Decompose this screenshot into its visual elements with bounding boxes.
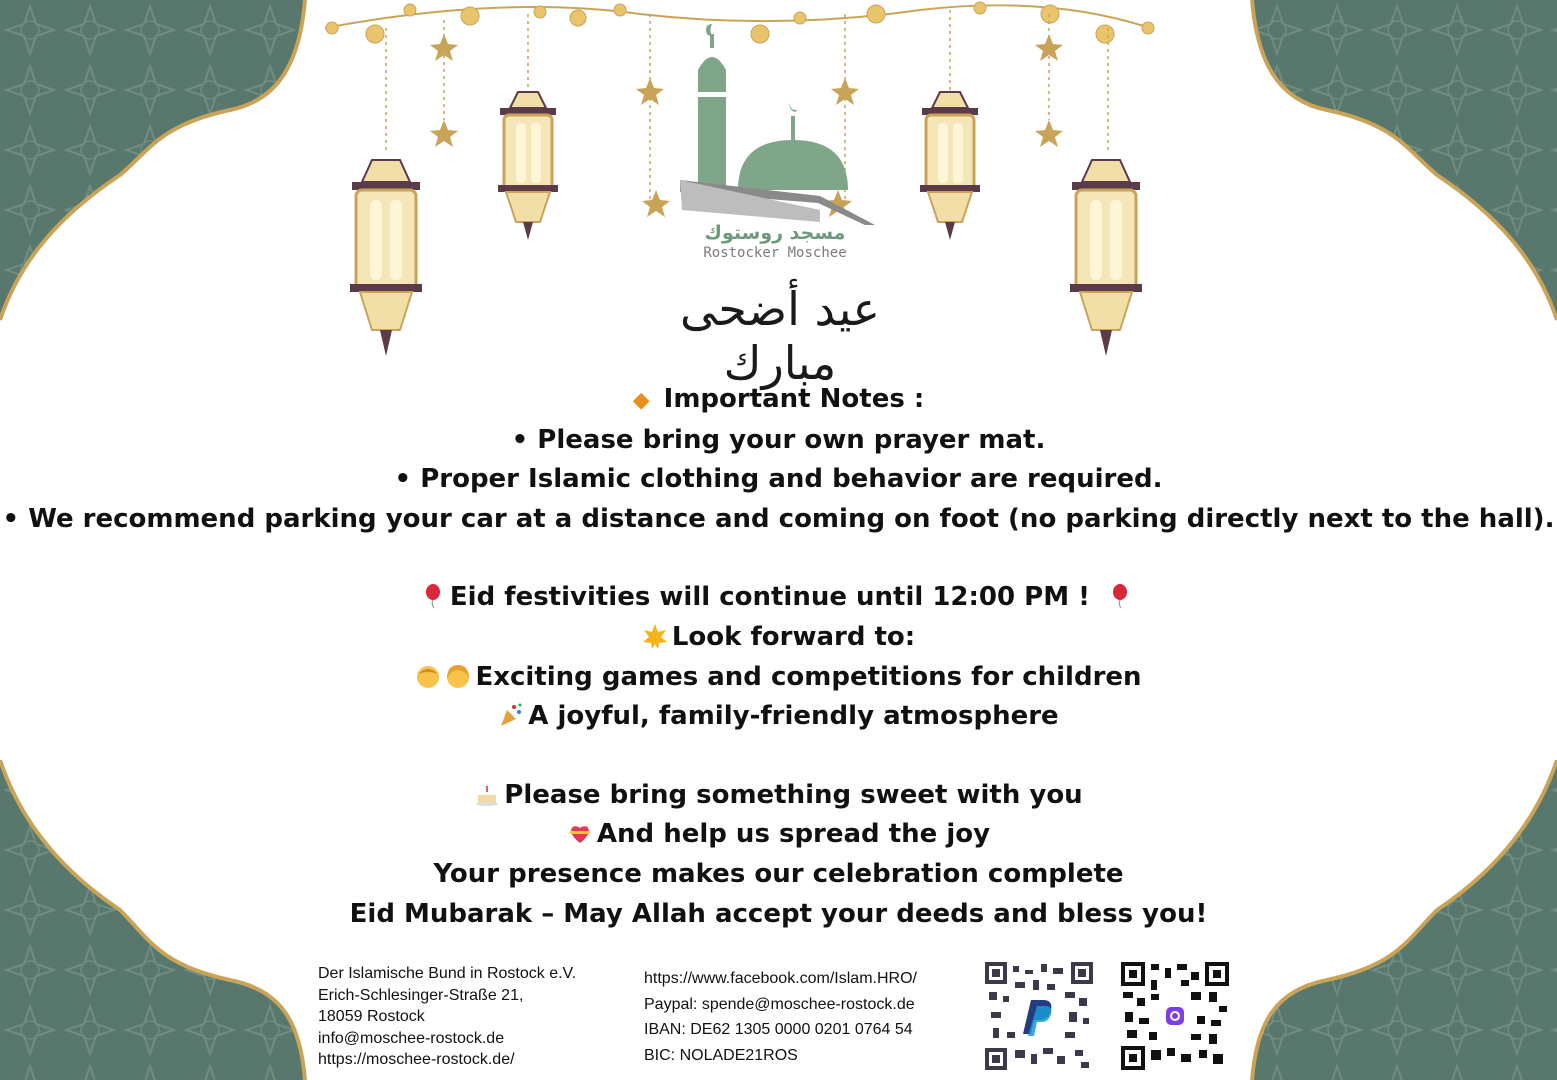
lantern-left-small <box>498 92 558 240</box>
website-link[interactable]: https://moschee-rostock.de/ <box>318 1051 515 1068</box>
look-forward: Look forward to: <box>671 621 916 652</box>
boy-face-icon <box>415 663 441 689</box>
paypal-info: Paypal: spende@moschee-rostock.de <box>644 995 915 1013</box>
festivities-until-line <box>0 578 1557 618</box>
city-address: 18059 Rostock <box>318 1008 425 1025</box>
eid-calligraphy: عيد أضحى مبارك <box>680 282 880 390</box>
mubarak-line: Eid Mubarak – May Allah accept your deeds and bless you! <box>349 898 1208 929</box>
atmosphere-line <box>0 697 1557 737</box>
lantern-right-large <box>1070 160 1142 356</box>
party-popper-icon <box>498 702 524 728</box>
sweet: Please bring something sweet with you <box>504 779 1083 810</box>
lantern-left-large <box>350 160 422 356</box>
instagram-qr-code[interactable] <box>1121 962 1229 1074</box>
facebook-link[interactable]: https://www.facebook.com/Islam.HRO/ <box>644 970 917 987</box>
note-item: • Please bring your own prayer mat. <box>511 424 1046 455</box>
logo-latin-name: Rostocker Moschee <box>703 245 847 261</box>
organization-name: Der Islamische Bund in Rostock e.V. <box>318 965 577 982</box>
note-item: • We recommend parking your car at a distance and coming on foot (no parking directly next to the hall). <box>2 503 1555 534</box>
bic-info: BIC: NOLADE21ROS <box>644 1046 798 1064</box>
diamond-icon: ◆ <box>632 388 650 413</box>
sweet-line <box>0 776 1557 816</box>
street-address: Erich-Schlesinger-Straße 21, <box>318 986 524 1004</box>
footer-address <box>318 963 576 1071</box>
presence-line: Your presence makes our celebration complete <box>433 858 1124 889</box>
heart-gift-icon <box>567 820 593 846</box>
games: Exciting games and competitions for children <box>475 661 1142 692</box>
note-item: • Proper Islamic clothing and behavior are required. <box>394 464 1163 495</box>
joy: And help us spread the joy <box>596 819 991 850</box>
notes-heading-line <box>0 380 1557 421</box>
notice-text-block <box>0 380 1557 934</box>
games-line <box>0 658 1557 698</box>
cake-icon <box>474 781 500 807</box>
girl-face-icon <box>445 663 471 689</box>
atmosphere: A joyful, family-friendly atmosphere <box>528 701 1059 732</box>
paypal-qr-code[interactable] <box>985 962 1093 1074</box>
lantern-right-small <box>920 92 980 240</box>
balloon-icon <box>420 583 446 609</box>
look-forward-line <box>0 618 1557 658</box>
notes-heading: Important Notes : <box>663 384 925 414</box>
star-burst-icon <box>642 623 668 649</box>
logo-arabic-name: مسجد روستوك <box>704 222 846 244</box>
footer-links <box>644 966 917 1068</box>
festivities-until: Eid festivities will continue until 12:00 PM ! <box>449 582 1090 613</box>
joy-line <box>0 815 1557 855</box>
iban-info: IBAN: DE62 1305 0000 0201 0764 54 <box>644 1021 913 1038</box>
email-link[interactable]: info@moschee-rostock.de <box>318 1029 505 1047</box>
balloon-icon <box>1107 583 1133 609</box>
